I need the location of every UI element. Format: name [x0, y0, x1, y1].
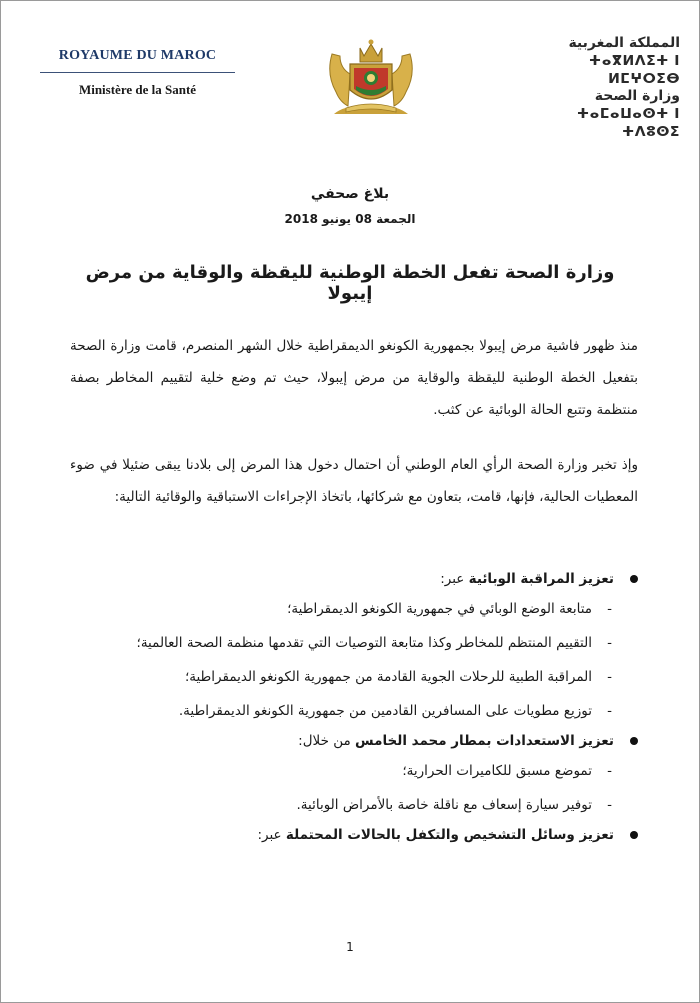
header-divider — [40, 72, 235, 73]
sub-item-text: المراقبة الطبية للرحلات الجوية القادمة من جمهورية الكونغو الديمقراطية؛ — [184, 669, 592, 685]
bullet-suffix: عبر: — [257, 827, 286, 843]
sub-item: - توزيع مطويات على المسافرين القادمين من جمهورية الكونغو الديمقراطية. — [178, 703, 612, 719]
paragraph-2: وإذ تخبر وزارة الصحة الرأي العام الوطني أن احتمال دخول هذا المرض إلى بلادنا يبقى ضئيلا في ضوء المعطيات الحالية، فإنها، قامت، بتعاون مع شركائها، باتخاذ الإجراءات الاستباقية والوقائية التالية: — [70, 457, 638, 505]
sub-item-text: التقييم المنتظم للمخاطر وكذا متابعة التوصيات التي تقدمها منظمة الصحة العالمية؛ — [136, 635, 592, 651]
bullet-item — [60, 820, 638, 850]
coat-of-arms-emblem — [326, 34, 416, 116]
ministry-name-ar: وزارة الصحة — [594, 88, 680, 104]
bullet-dot — [630, 737, 638, 745]
kingdom-name-ar: المملكة المغربية — [568, 35, 680, 51]
kingdom-name-fr: ROYAUME DU MAROC — [58, 48, 217, 63]
document-title: وزارة الصحة تفعل الخطة الوطنية لليقظة والوقاية من مرض إيبولا — [85, 262, 615, 304]
arabic-tifinagh-header — [515, 35, 680, 141]
bullet-heading: تعزيز المراقبة الوبائية — [468, 571, 614, 587]
bullet-suffix: عبر: — [440, 571, 469, 587]
paragraph-1: منذ ظهور فاشية مرض إيبولا بجمهورية الكونغو الديمقراطية خلال الشهر المنصرم، قامت وزارة الصحة بتفعيل الخطة الوطنية لليقظة والوقاية من مرض إيبولا، حيث تم وضع خلية لتقييم المخاطر بصفة منتظمة وتتبع الحالة الوبائية عن كثب. — [70, 338, 638, 418]
page-number: 1 — [346, 940, 354, 954]
bullet-dot — [630, 575, 638, 583]
ministry-name-fr: Ministère de la Santé — [78, 82, 197, 97]
press-release-label: بلاغ صحفي — [310, 186, 390, 202]
kingdom-name-tifinagh: ⵜⴰⴳⵍⴷⵉⵜ ⵏ ⵍⵎⵖⵔⵉⴱ — [588, 53, 680, 87]
release-date: الجمعة 08 يونيو 2018 — [284, 212, 416, 226]
ministry-name-tifinagh: ⵜⴰⵎⴰⵡⴰⵙⵜ ⵏ ⵜⴷⵓⵙⵉ — [576, 106, 680, 140]
bullet-suffix: من خلال: — [298, 733, 356, 749]
bullet-heading: تعزيز وسائل التشخيص والتكفل بالحالات المحتملة — [285, 827, 614, 843]
sub-item: - تموضع مسبق للكاميرات الحرارية؛ — [402, 763, 612, 779]
bullet-dot — [630, 831, 638, 839]
sub-item: - متابعة الوضع الوبائي في جمهورية الكونغو الديمقراطية؛ — [287, 601, 612, 617]
sub-item-text: توفير سيارة إسعاف مع ناقلة خاصة بالأمراض الوبائية. — [296, 797, 592, 813]
sub-item: - التقييم المنتظم للمخاطر وكذا متابعة التوصيات التي تقدمها منظمة الصحة العالمية؛ — [136, 635, 612, 651]
sub-item-text: توزيع مطويات على المسافرين القادمين من جمهورية الكونغو الديمقراطية. — [178, 703, 592, 719]
sub-item-text: تموضع مسبق للكاميرات الحرارية؛ — [402, 763, 592, 779]
sub-item: - المراقبة الطبية للرحلات الجوية القادمة من جمهورية الكونغو الديمقراطية؛ — [184, 669, 612, 685]
bullet-heading: تعزيز الاستعدادات بمطار محمد الخامس — [355, 733, 614, 749]
bullet-item — [60, 564, 638, 594]
bullet-item — [60, 726, 638, 756]
french-header — [30, 48, 245, 98]
measures-list — [60, 564, 638, 850]
sub-item: - توفير سيارة إسعاف مع ناقلة خاصة بالأمراض الوبائية. — [296, 797, 612, 813]
sub-item-text: متابعة الوضع الوبائي في جمهورية الكونغو الديمقراطية؛ — [287, 601, 592, 617]
